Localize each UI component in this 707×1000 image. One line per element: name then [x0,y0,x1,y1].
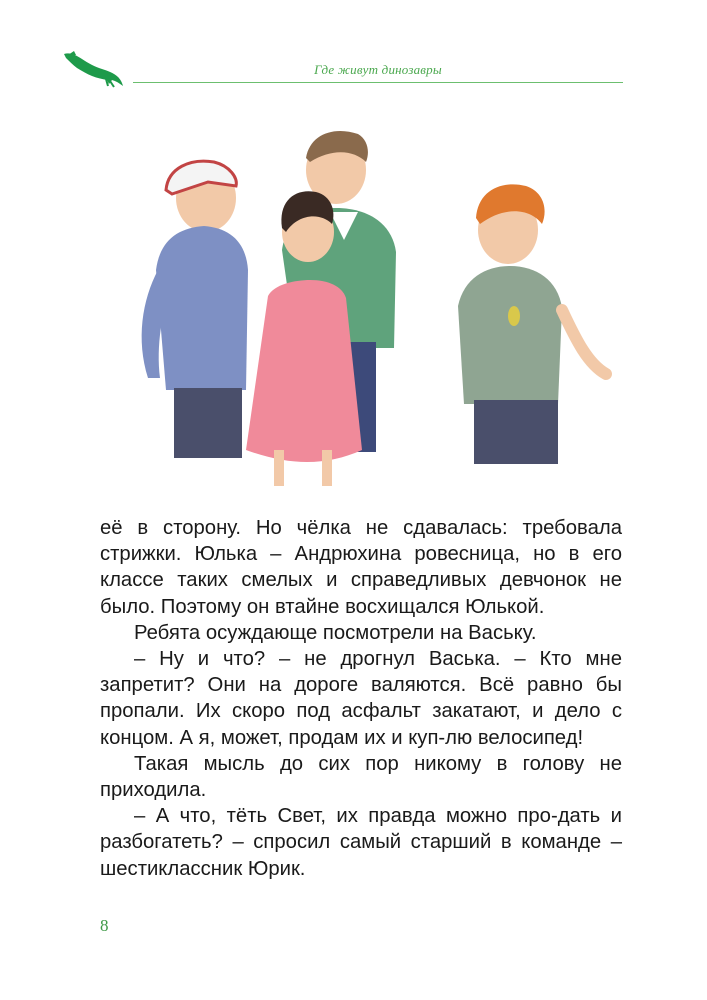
paragraph: – Ну и что? – не дрогнул Васька. – Кто мне запретит? Они на дороге валяются. Всё равно бы пропали. Их скоро под асфальт закатают, и дело с концом. А я, может, продам их и куп-лю велосипед! [100,648,622,749]
boy-in-cap-figure [142,161,248,458]
paragraph: её в сторону. Но чёлка не сдавалась: требовала стрижки. Юлька – Андрюхина ровесница, но в его классе таких смелых и справедливых девчонок не было. Поэтому он втайне восхищался Юлькой. [100,517,622,618]
paragraph: – А что, тёть Свет, их правда можно про-дать и разбогатеть? – спросил самый старший в команде – шестиклассник Юрик. [100,805,622,880]
main-text-block [100,515,622,882]
header-divider [133,82,623,83]
running-header-title: Где живут динозавры [314,62,442,77]
red-haired-boy-figure [458,184,606,464]
paragraph: Ребята осуждающе посмотрели на Ваську. [134,621,537,644]
dinosaur-logo-icon [62,46,124,88]
paragraph: Такая мысль до сих пор никому в голову не приходила. [100,752,622,802]
children-group-illustration [96,120,626,500]
page-number: 8 [100,916,109,935]
